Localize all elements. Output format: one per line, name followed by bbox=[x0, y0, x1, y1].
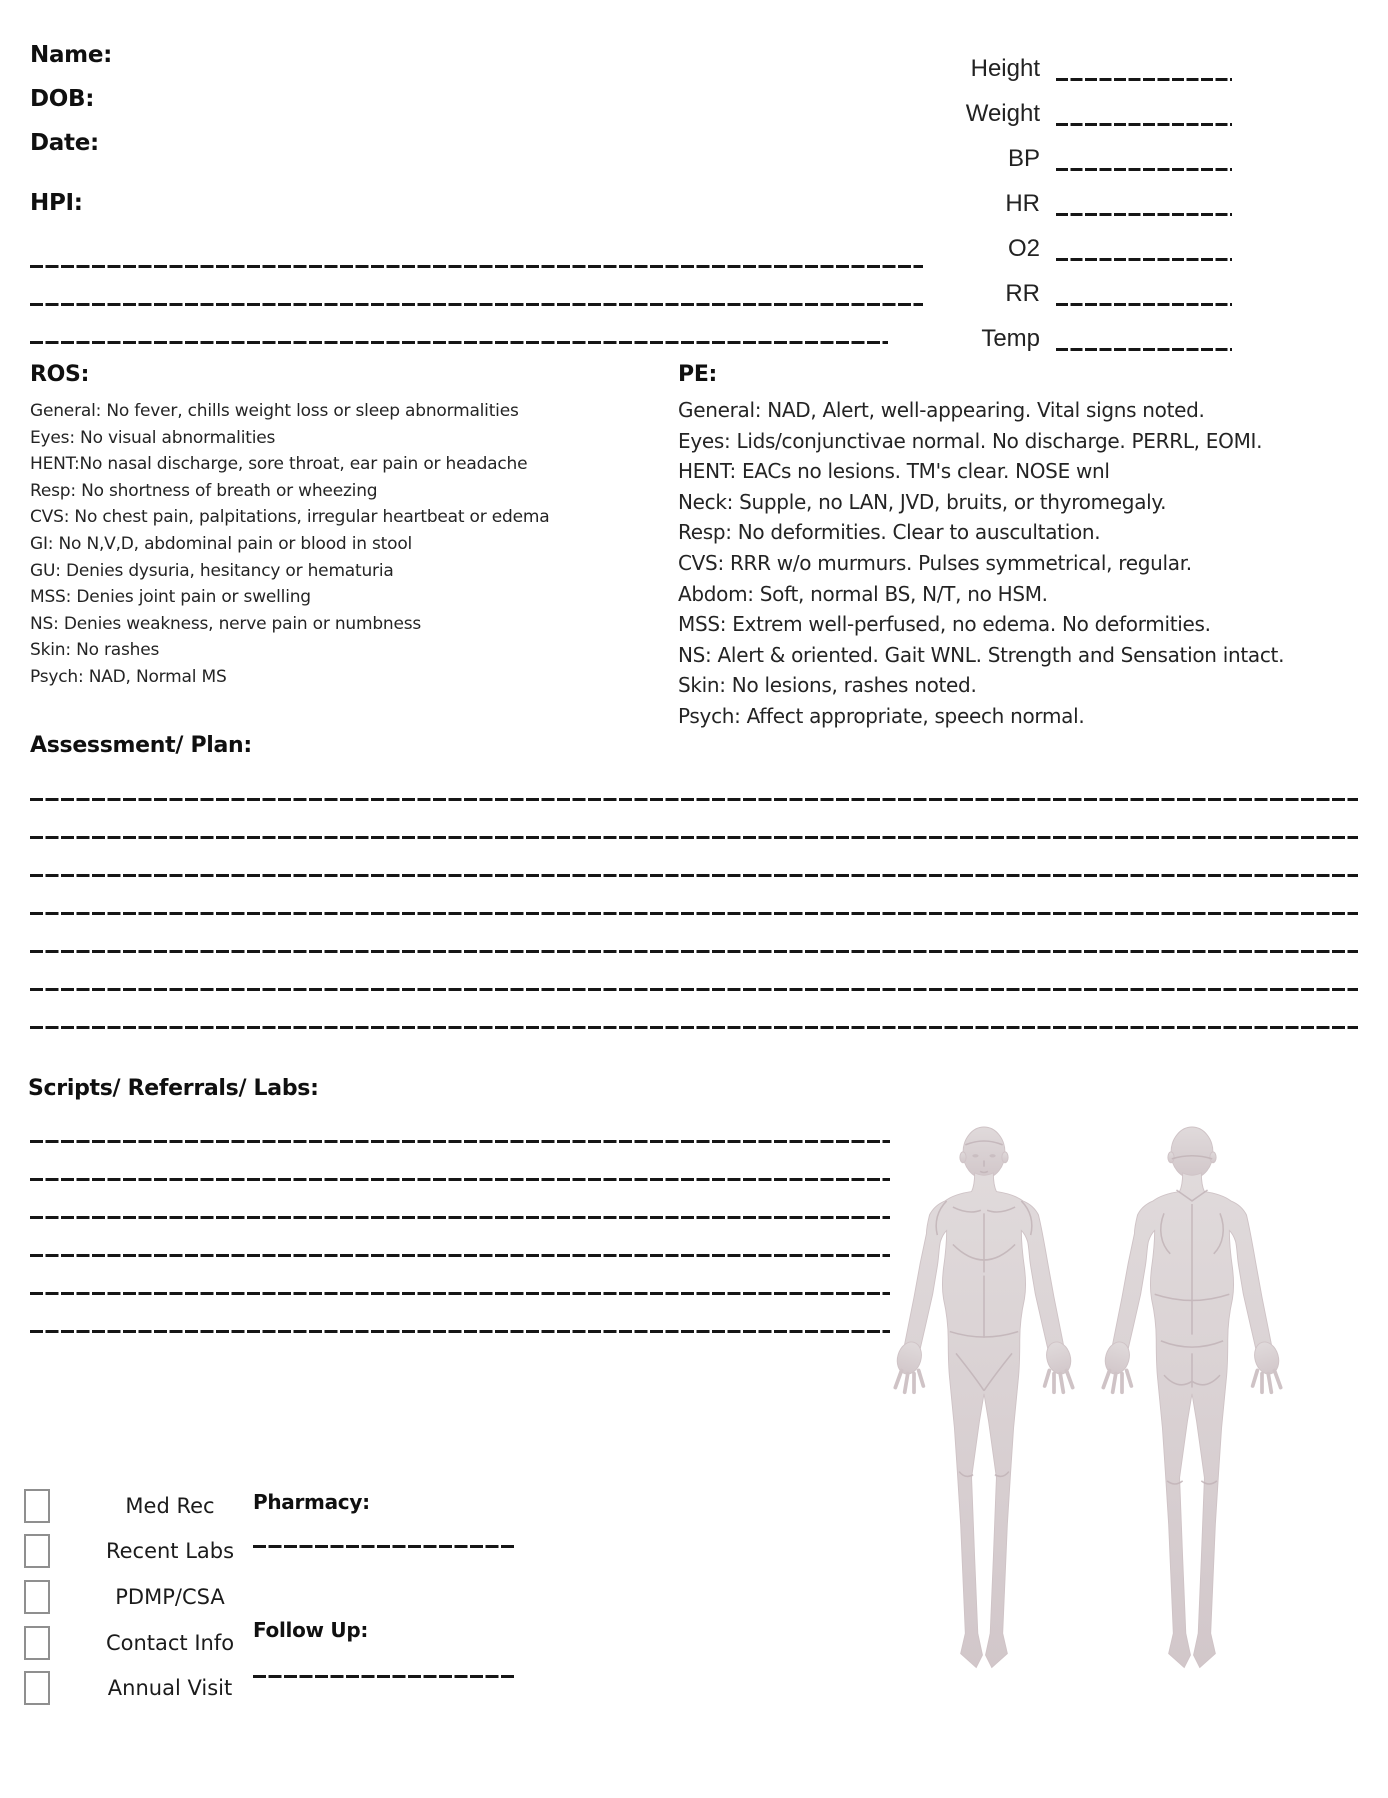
assessment-blank-line[interactable] bbox=[30, 988, 1358, 991]
ros-item: Eyes: No visual abnormalities bbox=[30, 427, 276, 448]
ros-heading: ROS: bbox=[30, 362, 90, 387]
vitals-blank-line[interactable] bbox=[1056, 123, 1232, 126]
scripts-blank-line[interactable] bbox=[30, 1178, 890, 1181]
vitals-label: Height bbox=[970, 55, 1040, 83]
checklist-label: PDMP/CSA bbox=[115, 1584, 225, 1609]
posterior-body-illustration bbox=[1096, 1120, 1288, 1680]
vitals-blank-line[interactable] bbox=[1056, 78, 1232, 81]
vitals-row bbox=[0, 182, 1388, 227]
pe-item: Eyes: Lids/conjunctivae normal. No discharge. PERRL, EOMI. bbox=[678, 428, 1263, 453]
assessment-blank-line[interactable] bbox=[30, 798, 1358, 801]
pe-item: CVS: RRR w/o murmurs. Pulses symmetrical, regular. bbox=[678, 550, 1192, 575]
assessment-blank-line[interactable] bbox=[30, 950, 1358, 953]
body-diagram-back-figure bbox=[1096, 1120, 1288, 1680]
assessment-blank-line[interactable] bbox=[30, 874, 1358, 877]
checklist-label: Med Rec bbox=[125, 1493, 215, 1518]
checklist-row bbox=[24, 1483, 270, 1529]
pe-item: NS: Alert & oriented. Gait WNL. Strength and Sensation intact. bbox=[678, 642, 1285, 667]
pe-item: Skin: No lesions, rashes noted. bbox=[678, 673, 977, 698]
vitals-blank-line[interactable] bbox=[1056, 168, 1232, 171]
ros-item: Skin: No rashes bbox=[30, 640, 160, 661]
vitals-blank-line[interactable] bbox=[1056, 348, 1232, 351]
date-label: Date: bbox=[30, 130, 99, 156]
assessment-blank-line[interactable] bbox=[30, 1026, 1358, 1029]
hpi-label: HPI: bbox=[30, 190, 83, 216]
ros-list bbox=[30, 398, 675, 691]
checkbox[interactable] bbox=[24, 1534, 50, 1568]
ros-item: NS: Denies weakness, nerve pain or numbness bbox=[30, 613, 422, 634]
anterior-body-illustration bbox=[888, 1120, 1080, 1680]
ros-item: Psych: NAD, Normal MS bbox=[30, 666, 227, 687]
vitals-row bbox=[0, 92, 1388, 137]
pe-list bbox=[678, 395, 1383, 732]
vitals-blank-line[interactable] bbox=[1056, 258, 1232, 261]
ros-item: MSS: Denies joint pain or swelling bbox=[30, 587, 311, 608]
vitals-row bbox=[0, 137, 1388, 182]
checklist-label: Contact Info bbox=[105, 1630, 235, 1655]
checklist-row bbox=[24, 1665, 270, 1711]
checklist-row bbox=[24, 1529, 270, 1575]
pe-item: Psych: Affect appropriate, speech normal. bbox=[678, 703, 1085, 728]
ros-item: General: No fever, chills weight loss or sleep abnormalities bbox=[30, 401, 519, 421]
vitals-blank-line[interactable] bbox=[1056, 213, 1232, 216]
follow-up-blank-line[interactable] bbox=[253, 1675, 515, 1678]
vitals-label: O2 bbox=[1007, 235, 1040, 262]
pe-item: MSS: Extrem well-perfused, no edema. No deformities. bbox=[678, 612, 1211, 637]
scripts-blank-line[interactable] bbox=[30, 1216, 890, 1219]
checkbox[interactable] bbox=[24, 1489, 50, 1523]
scripts-blank-line[interactable] bbox=[30, 1254, 890, 1257]
ros-item: GI: No N,V,D, abdominal pain or blood in stool bbox=[30, 533, 413, 554]
checklist-label: Recent Labs bbox=[105, 1539, 235, 1564]
vitals-row bbox=[0, 271, 1388, 316]
pharmacy-label: Pharmacy: bbox=[253, 1490, 370, 1514]
pe-item: HENT: EACs no lesions. TM's clear. NOSE wnl bbox=[678, 459, 1110, 484]
assessment-blank-line[interactable] bbox=[30, 912, 1358, 915]
ros-item: HENT:No nasal discharge, sore throat, ear pain or headache bbox=[30, 454, 528, 475]
ros-item: GU: Denies dysuria, hesitancy or hematuria bbox=[30, 560, 394, 581]
assessment-blank-line[interactable] bbox=[30, 836, 1358, 839]
scripts-lines bbox=[30, 1140, 890, 1368]
dob-label: DOB: bbox=[30, 86, 95, 112]
vitals-label: RR bbox=[1005, 279, 1040, 307]
scripts-blank-line[interactable] bbox=[30, 1140, 890, 1143]
assessment-lines bbox=[30, 798, 1358, 1064]
vitals-row bbox=[0, 227, 1388, 272]
vitals-blank-line[interactable] bbox=[1056, 303, 1232, 306]
pe-item: Neck: Supple, no LAN, JVD, bruits, or thyromegaly. bbox=[678, 489, 1167, 514]
vitals-row bbox=[0, 316, 1388, 361]
vitals-block bbox=[0, 47, 1388, 361]
scripts-blank-line[interactable] bbox=[30, 1292, 890, 1295]
vitals-label: HR bbox=[1005, 190, 1040, 218]
checklist-row bbox=[24, 1620, 270, 1666]
vitals-row bbox=[0, 47, 1388, 92]
scripts-blank-line[interactable] bbox=[30, 1330, 890, 1333]
name-label: Name: bbox=[30, 42, 113, 68]
pharmacy-blank-line[interactable] bbox=[253, 1545, 515, 1548]
follow-up-label: Follow Up: bbox=[253, 1618, 369, 1642]
pe-item: Resp: No deformities. Clear to auscultation. bbox=[678, 520, 1101, 545]
visit-checklist bbox=[24, 1483, 270, 1711]
vitals-label: BP bbox=[1007, 145, 1040, 173]
checkbox[interactable] bbox=[24, 1671, 50, 1705]
pe-item: Abdom: Soft, normal BS, N/T, no HSM. bbox=[678, 581, 1048, 606]
checkbox[interactable] bbox=[24, 1580, 50, 1614]
checklist-label: Annual Visit bbox=[107, 1676, 233, 1701]
vitals-label: Temp bbox=[981, 324, 1040, 352]
checkbox[interactable] bbox=[24, 1626, 50, 1660]
assessment-plan-heading: Assessment/ Plan: bbox=[30, 733, 252, 758]
body-diagram-front-figure bbox=[888, 1120, 1080, 1680]
pe-item: General: NAD, Alert, well-appearing. Vital signs noted. bbox=[678, 398, 1205, 422]
ros-item: CVS: No chest pain, palpitations, irregular heartbeat or edema bbox=[30, 507, 550, 528]
pe-heading: PE: bbox=[678, 362, 718, 387]
ros-item: Resp: No shortness of breath or wheezing bbox=[30, 480, 378, 501]
vitals-label: Weight bbox=[965, 100, 1040, 128]
scripts-referrals-labs-heading: Scripts/ Referrals/ Labs: bbox=[28, 1076, 319, 1101]
checklist-row bbox=[24, 1574, 270, 1620]
